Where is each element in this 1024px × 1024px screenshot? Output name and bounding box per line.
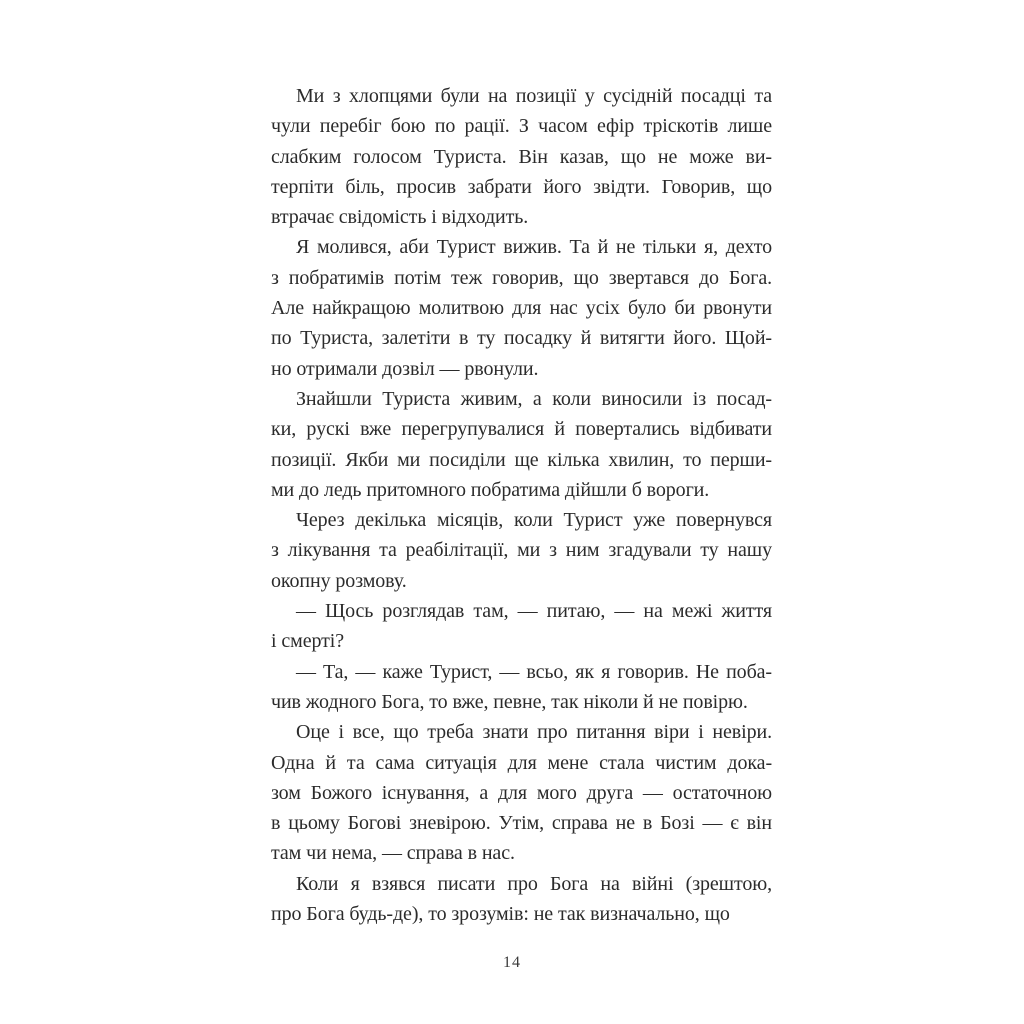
paragraph xyxy=(271,869,772,930)
text-line: Одна й та сама ситуація для мене стала чистим дока- xyxy=(271,751,772,774)
text-line: Я молився, аби Турист вижив. Та й не тільки я, дехто xyxy=(296,236,772,259)
text-line: зом Божого існування, а для мого друга — остаточною xyxy=(271,781,772,804)
text-line: терпіти біль, просив забрати його звідти. Говорив, що xyxy=(271,175,772,198)
text-line: в цьому Богові зневірою. Утім, справа не в Бозі — є він xyxy=(271,812,772,835)
paragraph xyxy=(271,232,772,383)
text-line: про Бога будь-де), то зрозумів: не так визначально, що xyxy=(271,903,730,926)
text-line: окопну розмову. xyxy=(271,569,407,592)
text-line: Коли я взявся писати про Бога на війні (зрештою, xyxy=(296,872,772,895)
text-line: — Та, — каже Турист, — всьо, як я говорив. Не поба- xyxy=(296,660,772,683)
text-line: чули перебіг бою по рації. З часом ефір тріскотів лише xyxy=(271,115,772,138)
text-line: Ми з хлопцями були на позиції у сусідній посадці та xyxy=(296,85,772,107)
text-line: ки, рускі вже перегрупувалися й повертались відбивати xyxy=(271,418,772,441)
text-line: — Щось розглядав там, — питаю, — на межі життя xyxy=(296,600,772,623)
text-line: втрачає свідомість і відходить. xyxy=(271,206,529,229)
text-line: слабким голосом Туриста. Він казав, що не може ви- xyxy=(271,145,772,168)
text-line: і смерті? xyxy=(271,630,344,653)
text-line: ми до ледь притомного побратима дійшли б вороги. xyxy=(271,478,710,501)
text-line: но отримали дозвіл — рвонули. xyxy=(271,357,539,380)
text-line: Оце і все, що треба знати про питання віри і невіри. xyxy=(296,721,772,744)
paragraph xyxy=(271,81,772,232)
paragraph xyxy=(271,717,772,868)
page-text xyxy=(271,81,772,929)
text-line: Через декілька місяців, коли Турист уже повернувся xyxy=(296,509,772,532)
text-line: по Туриста, залетіти в ту посадку й витягти його. Щой- xyxy=(271,327,772,350)
paragraph xyxy=(271,384,772,505)
text-line: чив жодного Бога, то вже, певне, так ніколи й не повірю. xyxy=(271,690,748,713)
text-line: з побратимів потім теж говорив, що звертався до Бога. xyxy=(271,266,772,289)
text-line: позиції. Якби ми посиділи ще кілька хвилин, то перши- xyxy=(271,448,772,471)
paragraph xyxy=(271,505,772,596)
text-line: Але найкращою молитвою для нас усіх було би рвонути xyxy=(271,297,772,320)
text-line: з лікування та реабілітації, ми з ним згадували ту нашу xyxy=(271,539,772,562)
paragraph xyxy=(271,596,772,657)
text-line: Знайшли Туриста живим, а коли виносили із посад- xyxy=(296,387,772,410)
paragraph xyxy=(271,657,772,718)
text-line: там чи нема, — справа в нас. xyxy=(271,842,515,865)
page-number: 14 xyxy=(503,954,521,971)
